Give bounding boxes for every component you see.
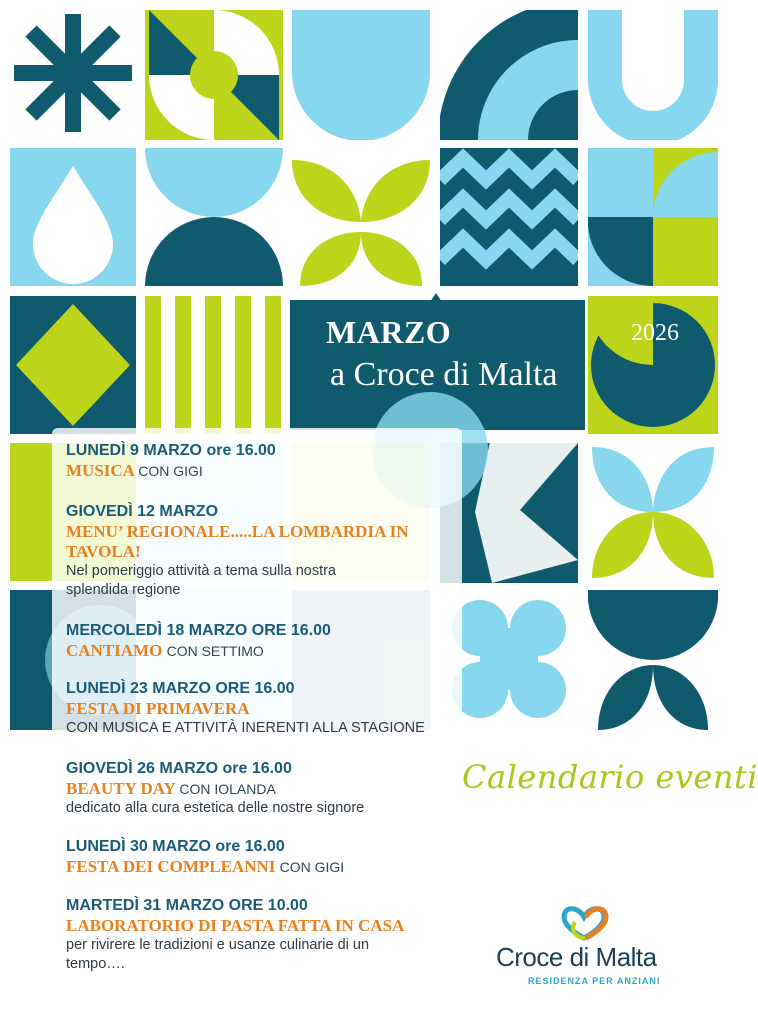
tile-drop	[10, 148, 136, 286]
event-title: BEAUTY DAY CON IOLANDA	[66, 779, 276, 798]
event-with: CON GIGI	[279, 859, 345, 875]
event-item	[66, 502, 486, 600]
event-date: MARTEDÌ 31 MARZO ORE 10.00	[66, 897, 308, 914]
calendario-eventi-label: Calendario eventi	[462, 758, 758, 796]
event-date: LUNEDÌ 23 MARZO ORE 16.00	[66, 680, 295, 697]
event-title: LABORATORIO DI PASTA FATTA IN CASA	[66, 916, 405, 935]
tile-arch-blue	[292, 10, 430, 141]
event-description: dedicato alla cura estetica delle nostre signore	[66, 800, 365, 816]
tile-pinwheel	[145, 10, 283, 140]
tile-asterisk	[14, 14, 132, 132]
event-title: MENU’ REGIONALE.....LA LOMBARDIA IN TAVOLA!	[66, 522, 409, 561]
croce-di-malta-logo	[490, 900, 690, 990]
tile-leaves	[292, 160, 430, 286]
event-with: CON SETTIMO	[166, 643, 264, 659]
year-label: 2026	[631, 320, 679, 346]
month-title: MARZO	[326, 314, 452, 350]
tile-circle-outline	[588, 296, 718, 434]
event-title: MUSICA CON GIGI	[66, 461, 203, 480]
event-item	[66, 759, 486, 818]
event-title: FESTA DEI COMPLEANNI CON GIGI	[66, 857, 345, 876]
tile-stripes	[145, 296, 281, 434]
tile-quarters	[588, 148, 718, 286]
event-date: LUNEDÌ 30 MARZO ore 16.00	[66, 838, 285, 855]
event-with: CON IOLANDA	[179, 781, 276, 797]
event-item	[66, 621, 486, 661]
event-item	[66, 679, 486, 738]
tile-zigzag	[440, 148, 578, 286]
logo-name: Croce di Malta	[496, 942, 657, 972]
event-title: FESTA DI PRIMAVERA	[66, 699, 250, 718]
event-description: per rivirere le tradizioni e usanze culinarie di un tempo….	[66, 937, 370, 972]
event-description: Nel pomeriggio attività a tema sulla nostra splendida regione	[66, 563, 336, 598]
event-with: CON GIGI	[138, 463, 203, 479]
event-date: GIOVEDÌ 12 MARZO	[66, 503, 219, 520]
tile-diamond	[10, 296, 136, 434]
tile-half-circles	[145, 148, 283, 286]
tile-tulip	[588, 590, 718, 730]
event-date: LUNEDÌ 9 MARZO ore 16.00	[66, 442, 276, 459]
title-block	[290, 300, 679, 430]
event-description: CON MUSICA E ATTIVITÀ INERENTI ALLA STAGIONE	[66, 720, 425, 736]
tile-petals	[592, 447, 714, 578]
event-item	[66, 837, 486, 877]
event-item	[66, 896, 486, 974]
event-date: MERCOLEDÌ 18 MARZO ORE 16.00	[66, 622, 331, 639]
event-item	[66, 441, 486, 481]
event-date: GIOVEDÌ 26 MARZO ore 16.00	[66, 760, 292, 777]
tile-u-shape	[588, 10, 718, 145]
logo-tagline: RESIDENZA PER ANZIANI	[528, 976, 661, 986]
location-subtitle: a Croce di Malta	[330, 356, 558, 393]
event-title: CANTIAMO CON SETTIMO	[66, 641, 264, 660]
